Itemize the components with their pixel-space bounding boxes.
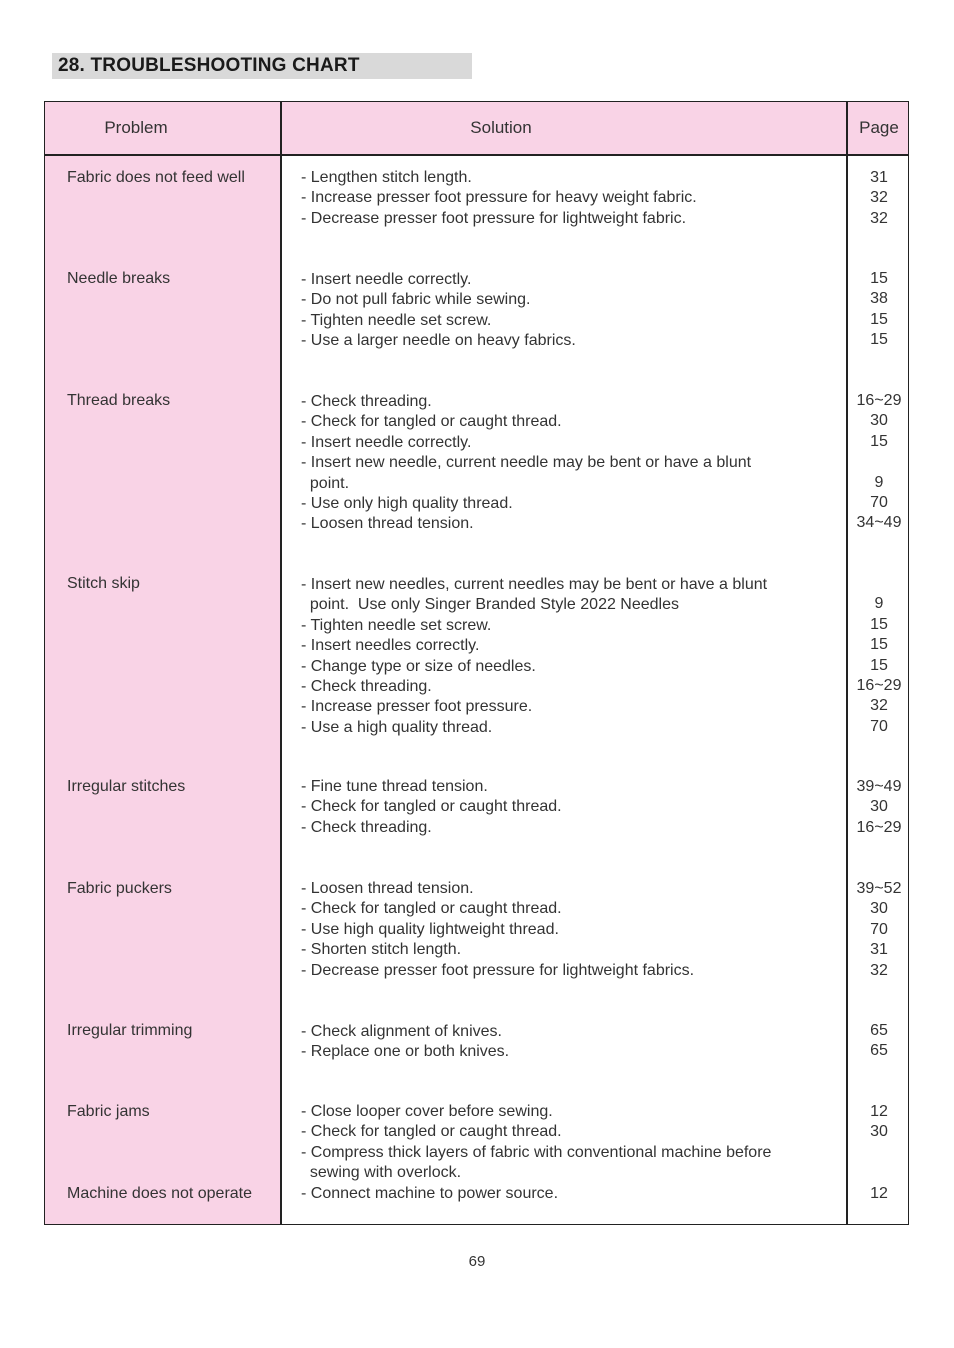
solution-line: - Check threading.: [301, 678, 432, 696]
solution-line: - Compress thick layers of fabric with conventional machine before: [301, 1143, 772, 1161]
solution-cell: [301, 168, 697, 229]
solution-line: - Use a high quality thread.: [301, 718, 493, 736]
page-reference: 16~29: [856, 818, 902, 836]
problem-cell: Thread breaks: [67, 392, 171, 409]
solution-line: - Lengthen stitch length.: [301, 169, 472, 186]
solution-line: - Insert needle correctly.: [301, 271, 472, 288]
page-reference: 38: [870, 290, 888, 308]
page-reference: 16~29: [856, 676, 902, 694]
problem-cell: Fabric jams: [67, 1103, 150, 1120]
page-reference: 70: [870, 717, 888, 735]
page-reference: 32: [870, 697, 888, 715]
page-reference: [848, 1143, 910, 1163]
page-reference: 15: [870, 310, 888, 328]
solution-cell: [301, 777, 562, 838]
solution-line: - Use only high quality thread.: [301, 495, 513, 513]
solution-cell: [301, 1184, 558, 1204]
solution-line: - Increase presser foot pressure for heavy weight fabric.: [301, 189, 697, 207]
solution-line: - Insert new needle, current needle may be bent or have a blunt: [301, 454, 752, 472]
solution-line: - Change type or size of needles.: [301, 657, 536, 675]
solution-line: - Do not pull fabric while sewing.: [301, 291, 531, 309]
section-title: 28. TROUBLESHOOTING CHART: [52, 53, 472, 79]
page-cell: [848, 1184, 910, 1204]
solution-line: - Replace one or both knives.: [301, 1043, 510, 1061]
solution-line: sewing with overlock.: [301, 1164, 462, 1182]
solution-line: - Check threading.: [301, 393, 432, 410]
page-reference: [848, 1163, 910, 1183]
page-reference: 16~29: [856, 392, 902, 409]
page-reference: 39~52: [856, 880, 902, 897]
solution-line: - Loosen thread tension.: [301, 880, 474, 897]
page-cell: [848, 1021, 910, 1062]
page-reference: 12: [870, 1185, 888, 1202]
solution-line: - Loosen thread tension.: [301, 515, 474, 533]
page-reference: 9: [874, 473, 884, 491]
page-reference: 30: [870, 798, 888, 816]
page-reference: 65: [870, 1042, 888, 1060]
problem-cell: Fabric puckers: [67, 880, 172, 897]
solution-cell: [301, 1022, 509, 1063]
page-reference: 30: [870, 1123, 888, 1141]
solution-cell: [301, 1102, 771, 1184]
page-reference: [848, 574, 910, 594]
page-number: 69: [468, 1253, 486, 1270]
solution-line: - Check threading.: [301, 818, 432, 836]
solution-line: point.: [301, 474, 350, 492]
page-reference: 70: [870, 920, 888, 938]
solution-cell: [301, 575, 767, 738]
solution-cell: [301, 392, 751, 535]
solution-line: - Check alignment of knives.: [301, 1023, 502, 1040]
solution-line: - Increase presser foot pressure.: [301, 698, 533, 716]
solution-line: - Fine tune thread tension.: [301, 778, 488, 795]
page-reference: 15: [870, 270, 888, 287]
page-reference: 12: [870, 1103, 888, 1120]
solution-line: - Insert needles correctly.: [301, 637, 480, 655]
header-page: Page: [859, 118, 899, 137]
solution-line: - Tighten needle set screw.: [301, 311, 492, 329]
solution-line: - Insert needle correctly.: [301, 433, 472, 451]
solution-line: - Check for tangled or caught thread.: [301, 1123, 562, 1141]
page-reference: 31: [870, 941, 888, 959]
solution-line: - Use high quality lightweight thread.: [301, 920, 559, 938]
solution-line: - Connect machine to power source.: [301, 1185, 559, 1202]
solution-line: - Check for tangled or caught thread.: [301, 798, 562, 816]
solution-cell: [301, 270, 576, 352]
page-reference: 15: [870, 636, 888, 654]
page-reference: 32: [870, 209, 888, 227]
page-reference: 30: [870, 900, 888, 918]
problem-cell: Irregular stitches: [67, 778, 186, 795]
page-cell: [848, 574, 910, 737]
page-reference: 70: [870, 493, 888, 511]
solution-line: - Check for tangled or caught thread.: [301, 900, 562, 918]
page-cell: [848, 168, 910, 229]
problem-cell: Needle breaks: [67, 270, 171, 287]
page-reference: 9: [874, 595, 884, 613]
page-reference: 15: [870, 656, 888, 674]
solution-line: - Check for tangled or caught thread.: [301, 413, 562, 431]
solution-line: point. Use only Singer Branded Style 2022 Needles: [301, 596, 680, 614]
page-reference: 15: [870, 331, 888, 349]
page-reference: 30: [870, 412, 888, 430]
solution-line: - Tighten needle set screw.: [301, 616, 492, 634]
page-reference: 15: [870, 615, 888, 633]
solution-line: - Use a larger needle on heavy fabrics.: [301, 332, 576, 350]
page-reference: 34~49: [856, 514, 902, 532]
page-reference: 31: [870, 169, 888, 186]
page-reference: [848, 452, 910, 472]
solution-line: - Decrease presser foot pressure for lightweight fabric.: [301, 209, 687, 227]
troubleshooting-table: [44, 101, 909, 1225]
problem-cell: Stitch skip: [67, 575, 140, 592]
page-reference: 32: [870, 189, 888, 207]
problem-cell: Fabric does not feed well: [67, 169, 245, 186]
page-reference: 65: [870, 1022, 888, 1039]
page-cell: [848, 879, 910, 981]
solution-line: - Insert new needles, current needles may be bent or have a blunt: [301, 576, 768, 593]
problem-cell: Machine does not operate: [67, 1185, 253, 1202]
problem-cell: Irregular trimming: [67, 1022, 193, 1039]
page-cell: [848, 1102, 910, 1184]
column-divider-1: [280, 102, 282, 1224]
page-reference: 32: [870, 961, 888, 979]
header-divider: [45, 154, 908, 156]
page-cell: [848, 391, 910, 534]
page-reference: 15: [870, 432, 888, 450]
solution-line: - Close looper cover before sewing.: [301, 1103, 553, 1120]
header-problem: Problem: [104, 118, 168, 137]
solution-line: - Decrease presser foot pressure for lightweight fabrics.: [301, 961, 695, 979]
solution-cell: [301, 879, 694, 981]
page-reference: 39~49: [856, 778, 902, 795]
page-cell: [848, 777, 910, 838]
header-solution: Solution: [470, 118, 532, 137]
page-cell: [848, 269, 910, 351]
solution-line: - Shorten stitch length.: [301, 941, 462, 959]
